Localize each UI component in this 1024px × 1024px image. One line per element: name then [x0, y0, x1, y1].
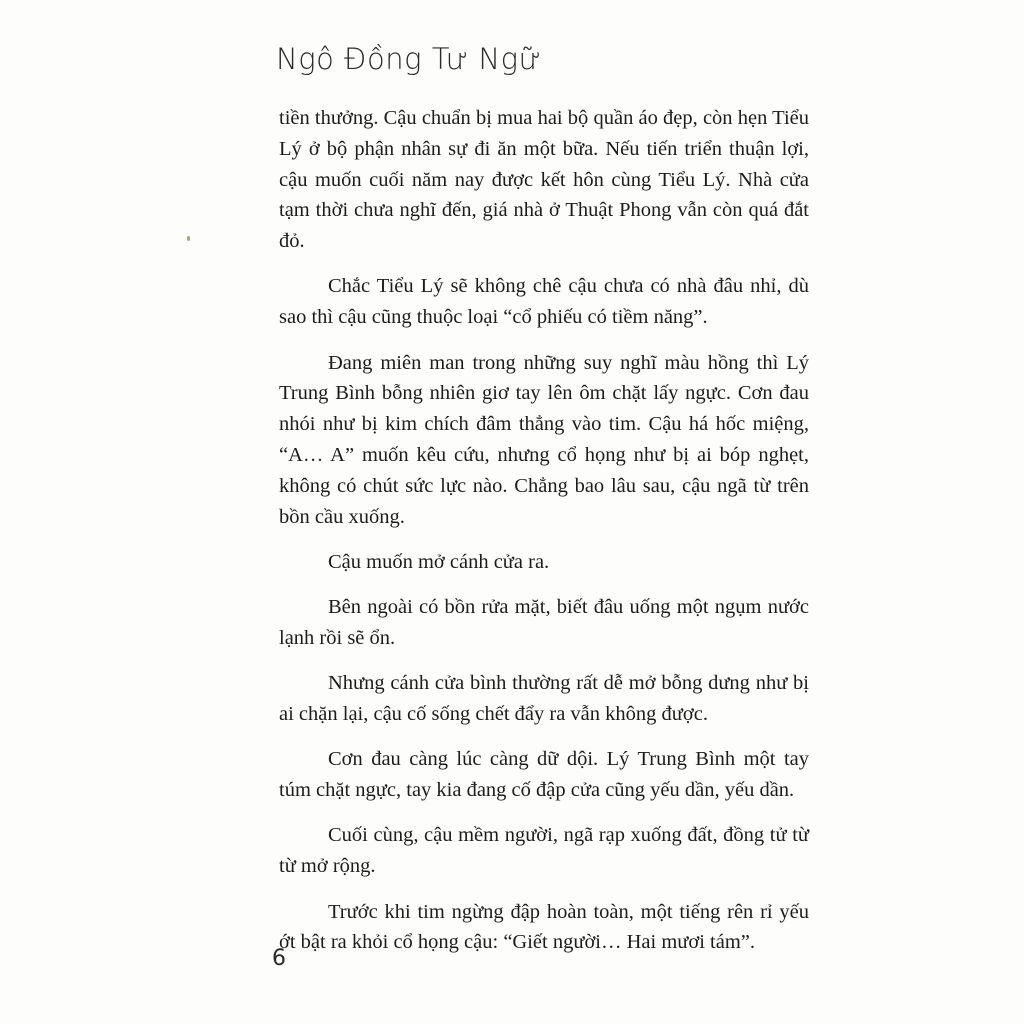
paragraph-4: Cậu muốn mở cánh cửa ra. — [328, 550, 550, 573]
running-header-author: Ngô Đồng Tư Ngữ — [276, 42, 542, 76]
paragraph-1: tiền thưởng. Cậu chuẩn bị mua hai bộ quần áo đẹp, còn hẹn Tiểu Lý ở bộ phận nhân sự đi ăn một bữa. Nếu tiến triển thuận lợi, cậu muốn cuối năm nay được kết hôn cùng Tiểu Lý. Nhà cửa tạm thời chưa nghĩ đến, giá nhà ở Thuật Phong vẫn còn quá đắt đỏ. — [279, 107, 809, 253]
paragraph-8: Cuối cùng, cậu mềm người, ngã rạp xuống đất, đồng tử từ từ mở rộng. — [279, 824, 809, 878]
paragraph-7: Cơn đau càng lúc càng dữ dội. Lý Trung Bình một tay túm chặt ngực, tay kia đang cố đập cửa cũng yếu dần, yếu dần. — [279, 748, 809, 802]
paragraph-9: Trước khi tim ngừng đập hoàn toàn, một tiếng rên rỉ yếu ớt bật ra khỏi cổ họng cậu: “Giết người… Hai mươi tám”. — [279, 900, 809, 954]
paragraph-5: Bên ngoài có bồn rửa mặt, biết đâu uống một ngụm nước lạnh rồi sẽ ổn. — [279, 596, 809, 649]
paragraph-6: Nhưng cánh cửa bình thường rất dễ mở bỗng dưng như bị ai chặn lại, cậu cố sống chết đẩy ra vẫn không được. — [279, 672, 809, 726]
paragraph-2: Chắc Tiểu Lý sẽ không chê cậu chưa có nhà đâu nhỉ, dù sao thì cậu cũng thuộc loại “cổ phiếu có tiềm năng”. — [279, 275, 809, 329]
paper-speck — [187, 236, 190, 241]
paragraph-3: Đang miên man trong những suy nghĩ màu hồng thì Lý Trung Bình bỗng nhiên giơ tay lên ôm chặt lấy ngực. Cơn đau nhói như bị kim chích đâm thẳng vào tim. Cậu há hốc miệng, “A… A” muốn kêu cứu, nhưng cổ họng như bị ai bóp nghẹt, không có chút sức lực nào. Chẳng bao lâu sau, cậu ngã từ trên bồn cầu xuống. — [279, 351, 809, 528]
page-number: 6 — [272, 946, 286, 971]
body-text — [279, 103, 809, 973]
